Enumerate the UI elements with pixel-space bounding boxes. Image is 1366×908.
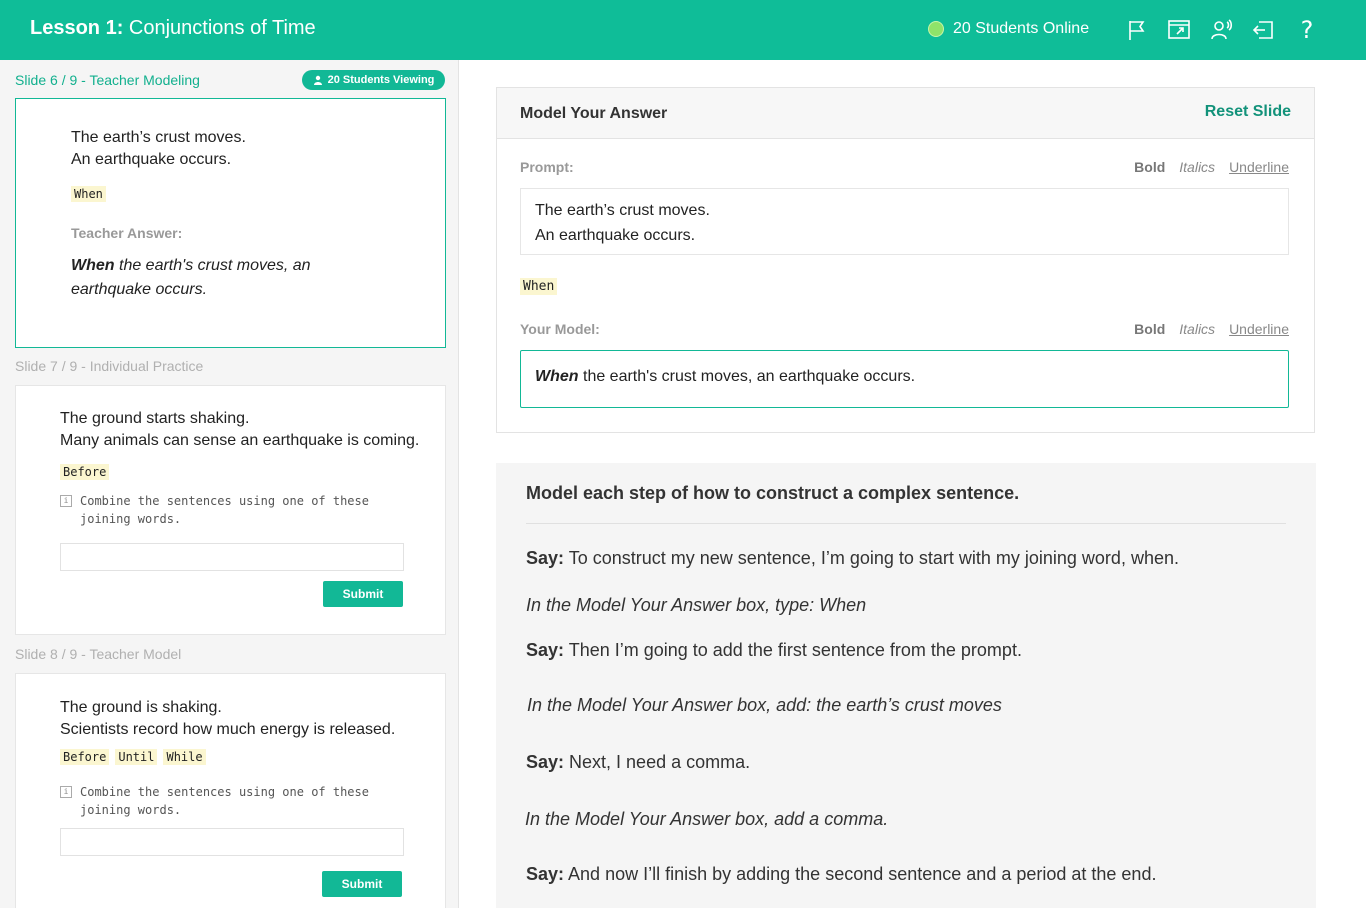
students-online [928,20,1089,38]
slide-7-line-2: Many animals can sense an earthquake is coming. [60,432,420,449]
say-label: Say: [526,864,565,884]
model-your-answer-panel [496,87,1315,433]
students-viewing-text: 20 Students Viewing [327,74,435,86]
say-label: Say: [526,548,565,568]
slide-7-instructions [60,492,369,528]
teacher-answer-label: Teacher Answer: [71,225,183,241]
instruction-step-2: In the Model Your Answer box, add: the earth’s crust moves [527,695,1002,715]
prompt-bold-button[interactable]: Bold [1134,159,1166,175]
instructions-line-1: Combine the sentences using one of these [80,494,369,508]
instructions-line-1: Combine the sentences using one of these [80,785,369,799]
instructions-line-2: joining words. [80,512,182,526]
slide-8-instructions [60,783,369,819]
say-label: Say: [526,640,565,660]
say-step-1-text: To construct my new sentence, I’m going to start with my joining word, when. [564,548,1179,568]
model-panel-header [497,88,1314,139]
exit-icon[interactable] [1250,17,1276,43]
slide-8-card[interactable] [15,673,446,908]
prompt-line-1: The earth’s crust moves. [535,202,710,219]
instruction-step-1: In the Model Your Answer box, type: When [526,595,867,615]
slide-8-line-2: Scientists record how much energy is released. [60,721,396,738]
instruction-step-3: In the Model Your Answer box, add a comma. [525,809,889,829]
steps-divider [526,523,1286,524]
your-model-label: Your Model: [520,321,600,337]
lesson-prefix: Lesson 1: [30,17,124,39]
slide-8-label[interactable]: Slide 8 / 9 - Teacher Model [15,646,182,662]
model-bold-button[interactable]: Bold [1134,321,1166,337]
model-panel-title: Model Your Answer [520,105,668,122]
say-step-1 [526,548,1179,569]
joining-word-chip: While [163,749,205,765]
joining-word-chip: Before [60,464,109,480]
slide-6-line-1: The earth’s crust moves. [71,129,246,146]
students-viewing-badge [302,70,445,90]
reset-slide-button[interactable]: Reset Slide [1204,103,1291,120]
help-icon[interactable] [1294,17,1320,43]
prompt-format-toolbar [1120,159,1289,175]
instructions-line-2: joining words. [80,803,182,817]
slide-7-submit-button[interactable]: Submit [323,581,403,607]
slide-8-submit-button[interactable]: Submit [322,871,402,897]
prompt-label: Prompt: [520,159,574,175]
slide-6-card[interactable] [15,98,446,348]
prompt-italics-button[interactable]: Italics [1179,159,1216,175]
teacher-answer [71,254,311,302]
steps-heading: Model each step of how to construct a complex sentence. [526,483,1020,503]
joining-word-chip: Before [60,749,109,765]
slide-8-answer-input[interactable] [60,828,404,856]
info-icon: i [60,786,72,798]
slide-6-label[interactable]: Slide 6 / 9 - Teacher Modeling [15,72,200,88]
joining-word-chip: Until [115,749,157,765]
prompt-editor[interactable] [520,188,1289,255]
top-bar [0,0,1366,60]
help-label: ? [1300,16,1314,44]
flag-icon[interactable] [1124,17,1150,43]
say-step-4-text: And now I’ll finish by adding the second sentence and a period at the end. [564,864,1157,884]
your-model-rest: the earth's crust moves, an earthquake occurs. [578,368,916,385]
person-icon [313,75,323,85]
students-audio-icon[interactable] [1208,17,1234,43]
slide-7-answer-input[interactable] [60,543,404,571]
say-step-2-text: Then I’m going to add the first sentence from the prompt. [564,640,1022,660]
say-step-3-text: Next, I need a comma. [564,752,751,772]
model-format-toolbar [1120,321,1289,337]
students-online-text: 20 Students Online [953,20,1090,37]
slides-sidebar [0,60,459,908]
online-dot-icon [928,21,944,37]
teacher-answer-bold: When [71,257,115,274]
teaching-steps-panel [496,463,1316,908]
prompt-underline-button[interactable]: Underline [1229,159,1289,175]
present-icon[interactable] [1166,17,1192,43]
slide-7-label[interactable]: Slide 7 / 9 - Individual Practice [15,358,204,374]
model-italics-button[interactable]: Italics [1179,321,1216,337]
teacher-answer-rest: the earth's crust moves, an [114,257,311,274]
slide-6-line-2: An earthquake occurs. [71,151,232,168]
model-underline-button[interactable]: Underline [1229,321,1289,337]
say-step-4 [526,864,1156,885]
your-model-bold-word: When [535,368,579,385]
lesson-title [30,17,316,40]
say-step-3 [526,752,750,773]
your-model-editor[interactable] [520,350,1289,408]
slide-8-line-1: The ground is shaking. [60,699,222,716]
say-step-2 [526,640,1022,661]
joining-word-chip: When [71,186,106,202]
info-icon: i [60,495,72,507]
lesson-name: Conjunctions of Time [128,17,316,39]
prompt-joining-word-chip: When [520,278,557,295]
slide-7-card[interactable] [15,385,446,635]
say-label: Say: [526,752,565,772]
prompt-line-2: An earthquake occurs. [535,227,696,244]
slide-7-line-1: The ground starts shaking. [60,410,250,427]
teacher-answer-line-2: earthquake occurs. [71,281,208,298]
